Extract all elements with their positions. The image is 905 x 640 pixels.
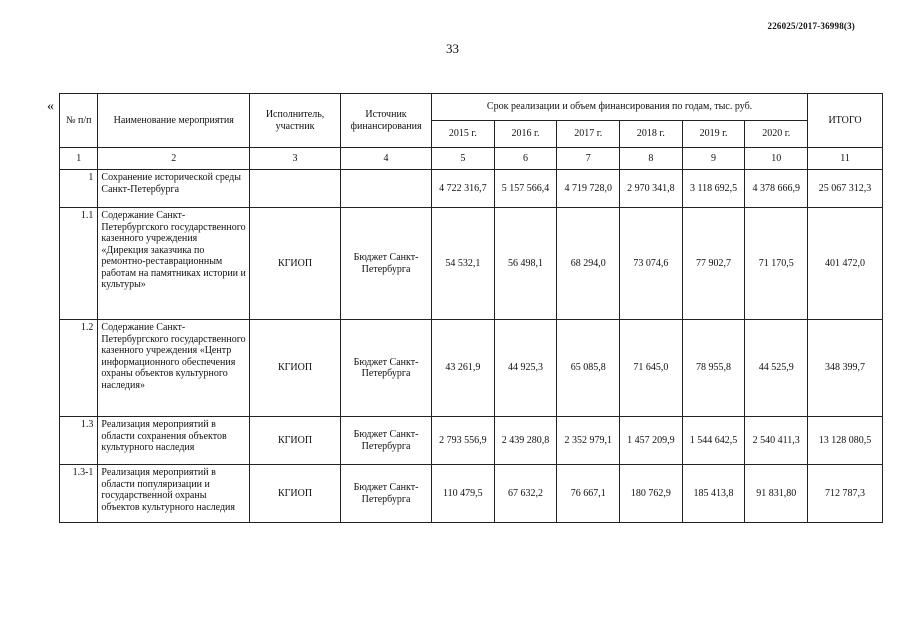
- header-year: 2019 г.: [682, 121, 745, 148]
- column-numbers-row: [60, 148, 883, 170]
- header-executor: Исполнитель, участник: [250, 94, 341, 148]
- row-value: 71 170,5: [745, 208, 808, 320]
- row-executor: КГИОП: [250, 417, 341, 465]
- column-number: 6: [494, 148, 557, 170]
- row-value: 43 261,9: [432, 320, 495, 417]
- row-total: 25 067 312,3: [808, 170, 883, 208]
- header-total: ИТОГО: [808, 94, 883, 148]
- row-total: 13 128 080,5: [808, 417, 883, 465]
- row-name: Реализация мероприятий в области сохранения объектов культурного наследия: [98, 417, 250, 465]
- document-number: 226025/2017-36998(3): [767, 21, 855, 31]
- row-source: Бюджет Санкт-Петербурга: [341, 320, 432, 417]
- row-source: [341, 170, 432, 208]
- row-value: 44 525,9: [745, 320, 808, 417]
- header-period: Срок реализации и объем финансирования по годам, тыс. руб.: [432, 94, 808, 121]
- row-value: 2 439 280,8: [494, 417, 557, 465]
- row-value: 65 085,8: [557, 320, 620, 417]
- row-value: 78 955,8: [682, 320, 745, 417]
- row-value: 71 645,0: [620, 320, 683, 417]
- row-value: 56 498,1: [494, 208, 557, 320]
- row-value: 2 352 979,1: [557, 417, 620, 465]
- row-value: 5 157 566,4: [494, 170, 557, 208]
- row-value: 2 540 411,3: [745, 417, 808, 465]
- row-value: 3 118 692,5: [682, 170, 745, 208]
- column-number: 7: [557, 148, 620, 170]
- row-value: 1 457 209,9: [620, 417, 683, 465]
- row-executor: [250, 170, 341, 208]
- row-value: 91 831,80: [745, 465, 808, 523]
- row-value: 73 074,6: [620, 208, 683, 320]
- row-source: Бюджет Санкт-Петербурга: [341, 208, 432, 320]
- header-source: Источник финансирования: [341, 94, 432, 148]
- table-row: [60, 320, 883, 417]
- column-number: 10: [745, 148, 808, 170]
- row-value: 44 925,3: [494, 320, 557, 417]
- header-year: 2015 г.: [432, 121, 495, 148]
- row-value: 2 793 556,9: [432, 417, 495, 465]
- column-number: 3: [250, 148, 341, 170]
- row-name: Реализация мероприятий в области популяризации и государственной охраны объектов культурного наследия: [98, 465, 250, 523]
- row-number: 1.3: [60, 417, 98, 465]
- row-value: 1 544 642,5: [682, 417, 745, 465]
- row-total: 401 472,0: [808, 208, 883, 320]
- table-row: [60, 208, 883, 320]
- column-number: 11: [808, 148, 883, 170]
- row-value: 4 378 666,9: [745, 170, 808, 208]
- row-number: 1: [60, 170, 98, 208]
- header-year: 2020 г.: [745, 121, 808, 148]
- row-executor: КГИОП: [250, 465, 341, 523]
- row-source: Бюджет Санкт-Петербурга: [341, 465, 432, 523]
- row-executor: КГИОП: [250, 208, 341, 320]
- column-number: 5: [432, 148, 495, 170]
- row-value: 68 294,0: [557, 208, 620, 320]
- row-name: Содержание Санкт-Петербургского государственного казенного учреждения «Дирекция заказчика по ремонтно-реставрационным работам на памятниках истории и культуры»: [98, 208, 250, 320]
- row-value: 180 762,9: [620, 465, 683, 523]
- table-row: [60, 417, 883, 465]
- header-year: 2017 г.: [557, 121, 620, 148]
- row-total: 712 787,3: [808, 465, 883, 523]
- row-value: 4 722 316,7: [432, 170, 495, 208]
- row-value: 185 413,8: [682, 465, 745, 523]
- column-number: 9: [682, 148, 745, 170]
- row-value: 2 970 341,8: [620, 170, 683, 208]
- header-year: 2016 г.: [494, 121, 557, 148]
- row-number: 1.1: [60, 208, 98, 320]
- row-name: Содержание Санкт-Петербургского государственного казенного учреждения «Центр информационного обеспечения охраны объектов культурного наследия»: [98, 320, 250, 417]
- row-executor: КГИОП: [250, 320, 341, 417]
- column-number: 8: [620, 148, 683, 170]
- row-value: 4 719 728,0: [557, 170, 620, 208]
- row-value: 110 479,5: [432, 465, 495, 523]
- row-value: 67 632,2: [494, 465, 557, 523]
- header-no: № п/п: [60, 94, 98, 148]
- row-value: 76 667,1: [557, 465, 620, 523]
- table-row: [60, 465, 883, 523]
- row-value: 54 532,1: [432, 208, 495, 320]
- column-number: 4: [341, 148, 432, 170]
- opening-quote: «: [47, 99, 54, 114]
- row-number: 1.3-1: [60, 465, 98, 523]
- row-name: Сохранение исторической среды Санкт-Петербурга: [98, 170, 250, 208]
- financing-table: [59, 93, 883, 523]
- page-number: 33: [446, 41, 459, 56]
- header-name: Наименование мероприятия: [98, 94, 250, 148]
- row-value: 77 902,7: [682, 208, 745, 320]
- row-total: 348 399,7: [808, 320, 883, 417]
- table-row: [60, 170, 883, 208]
- column-number: 1: [60, 148, 98, 170]
- column-number: 2: [98, 148, 250, 170]
- header-year: 2018 г.: [620, 121, 683, 148]
- row-source: Бюджет Санкт-Петербурга: [341, 417, 432, 465]
- row-number: 1.2: [60, 320, 98, 417]
